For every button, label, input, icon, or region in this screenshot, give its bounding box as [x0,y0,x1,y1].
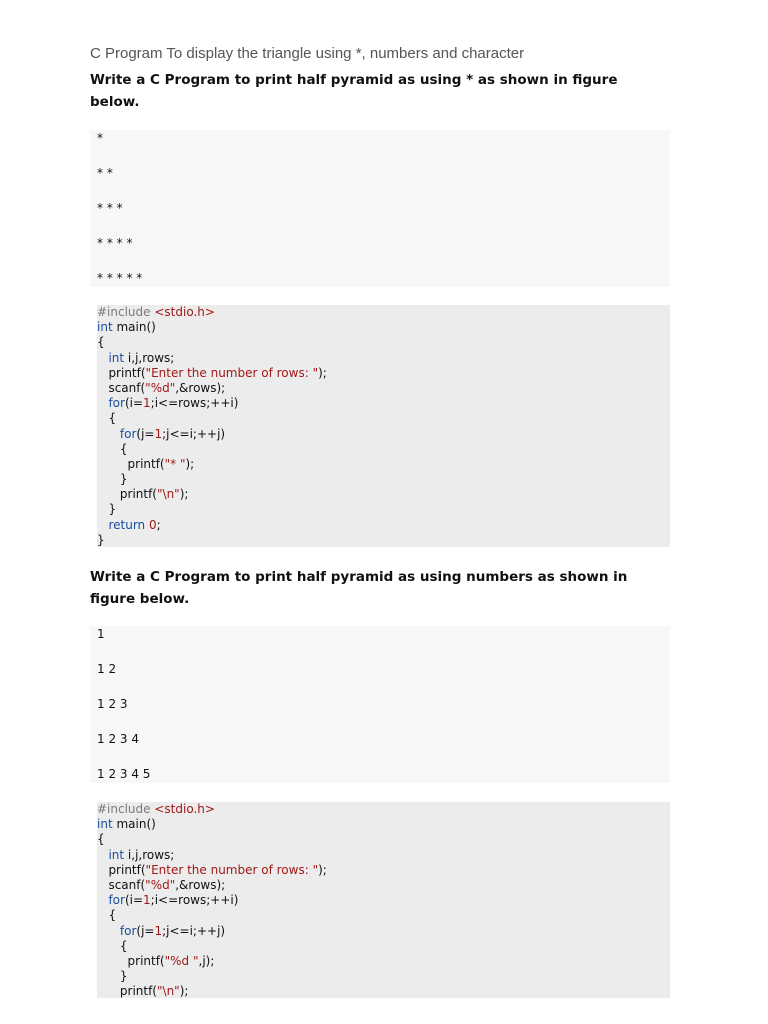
section-1-code-block [97,305,670,547]
code-token: int [97,817,113,832]
code-token: { [97,938,128,953]
code-token: "Enter the number of rows: " [145,862,319,877]
code-token: <stdio.h> [154,802,215,816]
code-line [97,502,670,517]
section-2-code-block [97,802,670,998]
code-token: (j= [136,426,155,441]
code-token [97,924,120,938]
code-token: "%d " [164,953,199,968]
code-token: } [97,472,128,487]
code-token: printf( [97,984,157,998]
code-token: scanf( [97,380,146,395]
code-line [97,335,670,350]
code-token [97,848,108,862]
code-token: <stdio.h> [154,305,215,319]
code-token: for [119,426,137,441]
code-line [97,427,670,442]
code-token [97,351,108,365]
code-line [97,924,670,939]
code-token: (i= [124,893,144,908]
code-token: printf( [97,487,157,502]
code-line [97,366,670,381]
code-token: } [97,532,105,547]
code-token: "%d" [145,877,176,892]
code-token: main() [112,817,156,832]
code-line [97,381,670,396]
page-title: C Program To display the triangle using *, numbers and character [90,45,525,62]
code-token: printf( [97,456,165,471]
code-line [97,411,670,426]
code-line [97,442,670,457]
code-token: } [97,969,128,984]
code-token: printf( [97,862,146,877]
code-token: i,j,rows; [124,847,175,862]
code-token: ); [185,456,195,471]
code-token: 1 [143,893,151,908]
code-token: ); [179,487,189,502]
output-line: * * * [97,201,123,215]
code-line [97,305,670,320]
code-token: (j= [136,923,155,938]
code-token [97,427,120,441]
code-token: "\n" [157,984,180,998]
code-token: { [97,411,117,426]
code-line [97,396,670,411]
code-token: ;i<=rows;++i) [150,893,239,908]
code-token [97,893,108,907]
code-line [97,863,670,878]
section-2-output-block [90,626,670,783]
code-token: } [97,502,117,517]
code-token: ,&rows); [175,380,226,395]
code-line [97,320,670,335]
code-line [97,472,670,487]
code-token: 1 [143,396,151,411]
code-token: "* " [164,456,186,471]
code-token: "Enter the number of rows: " [145,365,319,380]
section-1-heading: Write a C Program to print half pyramid as using * as shown in figure below. [90,72,618,110]
code-token: ); [318,862,327,877]
code-token [97,518,108,532]
code-token: return [108,517,146,532]
output-line: * * * * * [97,271,143,285]
code-token: printf( [97,365,146,380]
code-token: ,&rows); [175,877,226,892]
code-line [97,518,670,533]
code-line [97,984,670,998]
output-line: * * * * [97,236,133,250]
output-line: 1 [97,627,105,641]
code-token: 1 [154,923,163,938]
code-token: { [97,441,128,456]
code-line [97,457,670,472]
code-line [97,969,670,984]
code-token: scanf( [97,877,146,892]
code-token: for [108,396,125,411]
code-token: ,j); [198,953,215,968]
section-1-output-block [90,130,670,287]
code-line [97,351,670,366]
code-token: { [97,335,105,350]
code-line [97,817,670,832]
output-line: 1 2 3 4 [97,732,139,746]
code-line [97,533,670,547]
code-token [97,396,108,410]
code-line [97,908,670,923]
code-token: ;j<=i;++j) [162,923,226,938]
code-token: for [108,893,125,908]
code-token: for [119,923,137,938]
code-token: 1 [154,426,163,441]
code-token: int [108,350,125,365]
code-line [97,802,670,817]
code-token: { [97,908,117,923]
output-line: 1 2 3 [97,697,128,711]
code-line [97,848,670,863]
code-line [97,487,670,502]
section-2-heading: Write a C Program to print half pyramid as using numbers as shown in figure below. [90,569,628,607]
code-token: ); [179,984,189,998]
code-token: 0 [148,517,157,532]
code-line [97,832,670,847]
code-line [97,878,670,893]
code-token: i,j,rows; [124,350,175,365]
output-line: * * [97,166,113,180]
code-token: #include [97,305,155,319]
code-token: ;j<=i;++j) [162,426,226,441]
code-token: ;i<=rows;++i) [150,396,239,411]
code-token: printf( [97,953,165,968]
code-token: int [97,320,113,335]
code-token: int [108,847,125,862]
code-token: main() [112,320,156,335]
code-line [97,893,670,908]
code-token: ; [156,517,161,532]
code-token: "\n" [157,487,180,502]
code-token: { [97,832,105,847]
output-line: 1 2 3 4 5 [97,767,151,781]
output-line: 1 2 [97,662,117,676]
code-token: (i= [124,396,144,411]
code-token: "%d" [145,380,176,395]
output-line: * [97,131,103,145]
code-token: #include [97,802,155,816]
code-token: ); [318,365,327,380]
code-line [97,954,670,969]
code-line [97,939,670,954]
